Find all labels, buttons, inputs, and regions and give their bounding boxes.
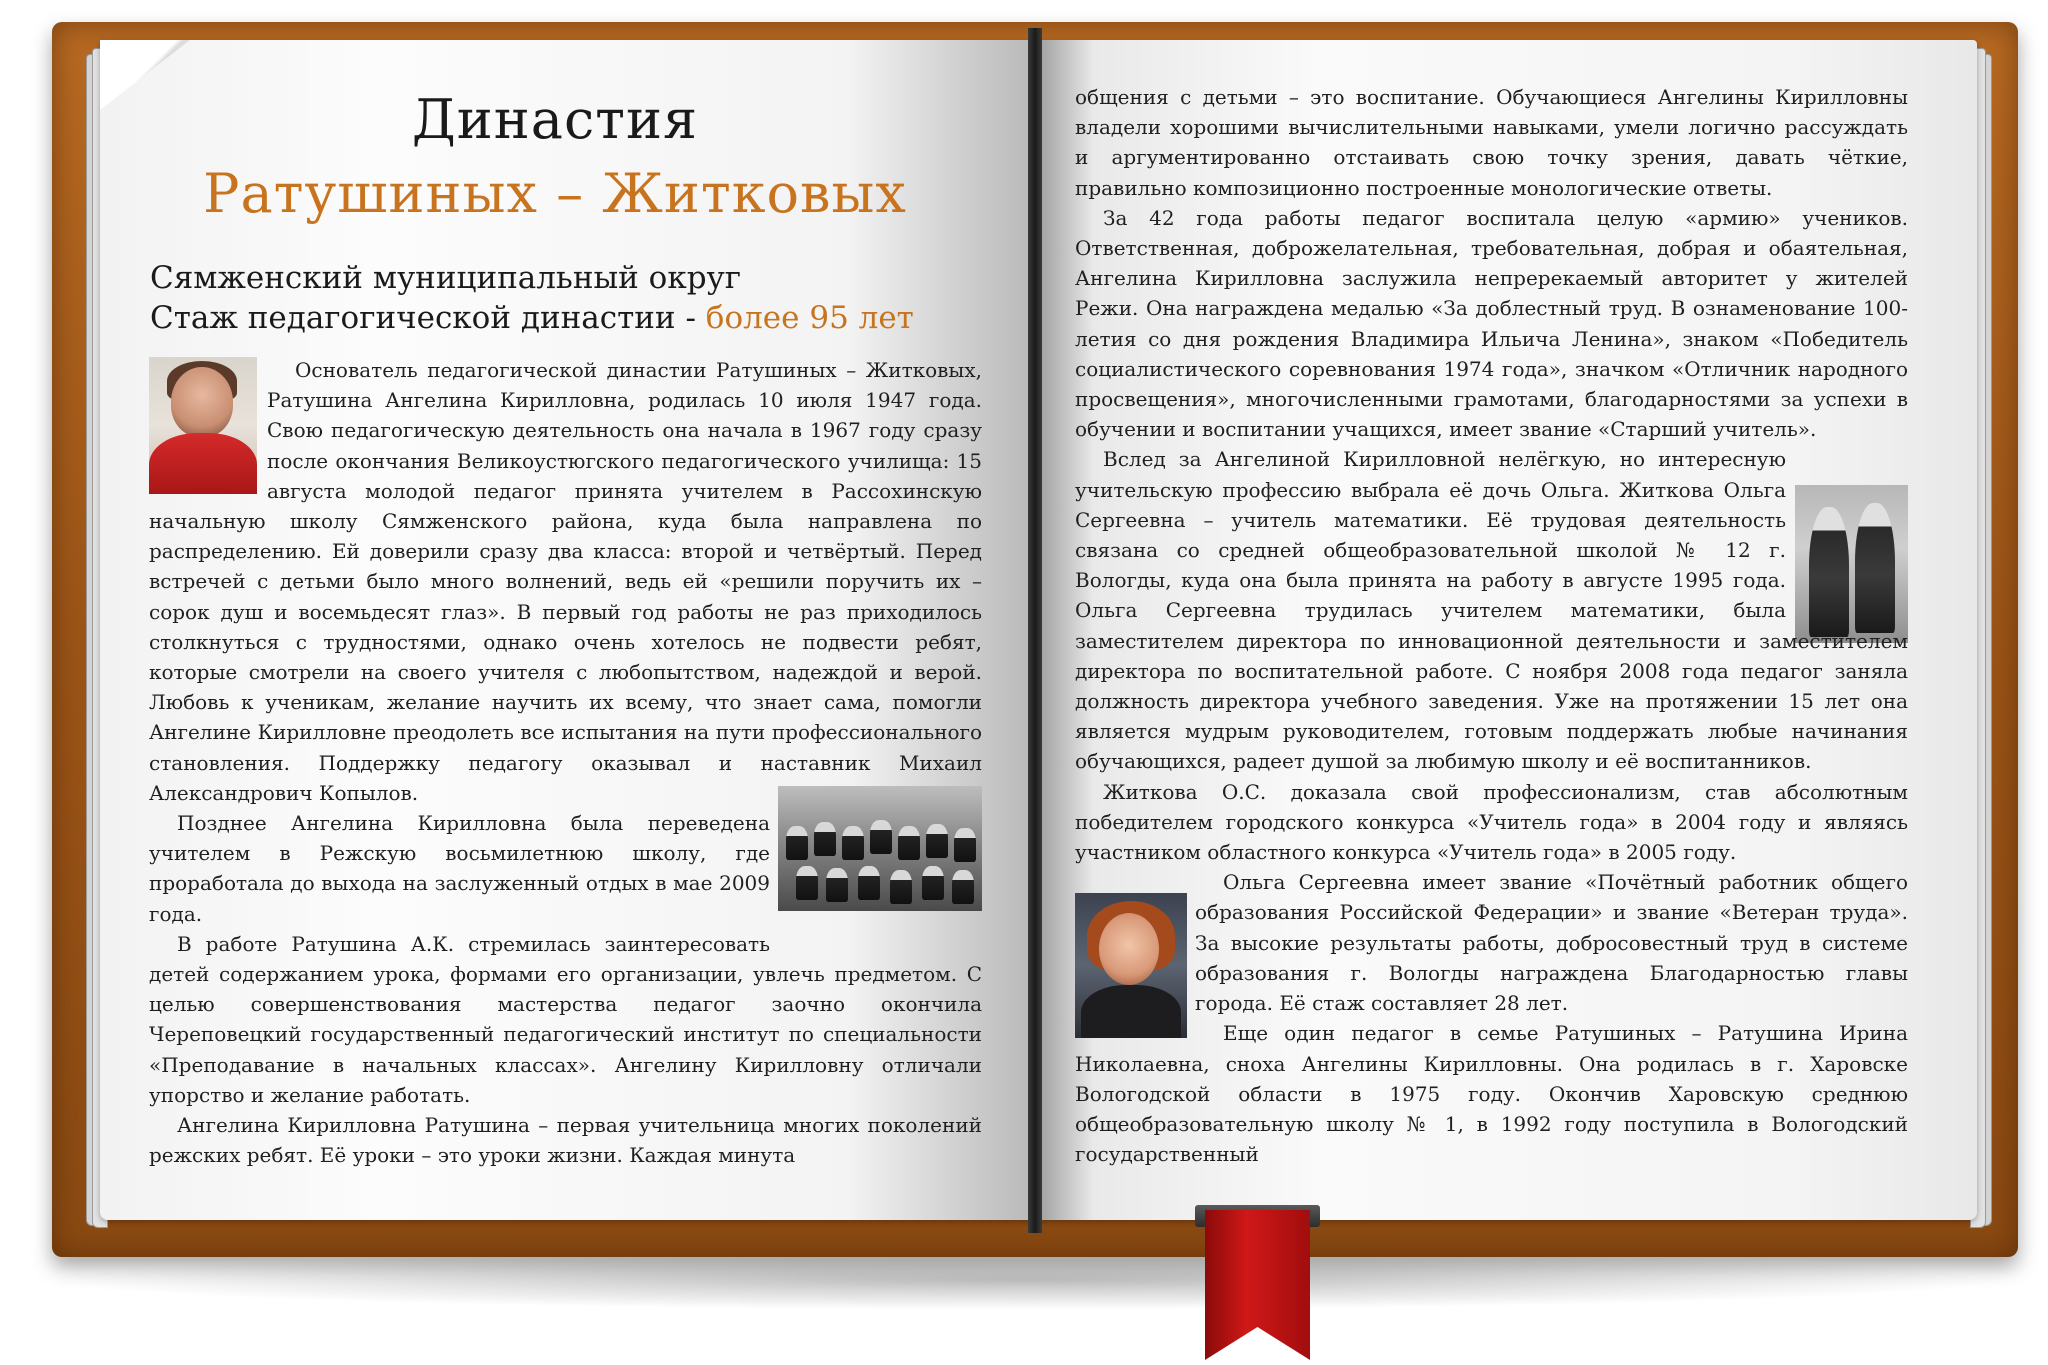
experience-label: Стаж педагогической династии - xyxy=(150,300,696,336)
right-paragraph-3: Вслед за Ангелиной Кирилловной нелёгкую, но интересную учительскую профессию выбрала её дочь Ольга. Житкова Ольга Сергеевна – учитель математики. Её трудовая деятельность связана со средней общеобразовательной школой № 12 г. Вологды, куда она была принята на работу в августе 1995 года. Ольга Сергеевна трудилась учителем математики, была заместителем директора по инновационной деятельности и заместителем директора по воспитательной работе. С ноября 2008 года педагог заняла должность директора учебного заведения. Уже на протяжении 15 лет она является мудрым руководителем, готовым поддержать любые начинания обучающихся, радеет душой за любимую школу и её воспитанников. xyxy=(1075,447,1908,774)
right-paragraph-5: Ольга Сергеевна имеет звание «Почётный работник общего образования Российской Федерации» и звание «Ветеран труда». За высокие результаты работы, добросовестный труд в системе образования г. Вологды награждена Благодарностью главы города. Её стаж составляет 28 лет. xyxy=(1195,870,1908,1016)
district-name: Сямженский муниципальный округ xyxy=(150,260,742,296)
left-paragraph-4: Ангелина Кирилловна Ратушина – первая учительница многих поколений режских ребят. Её уроки – это уроки жизни. Каждая минута xyxy=(149,1113,982,1168)
left-paragraph-1-flow: Основатель педагогической династии Ратушиных – Житковых, Ратушина Ангелина Кирилловна, родилась 10 июля 1947 года. Свою педагогическую деятельность она начала в 1967 году сразу после окончания Великоустюгского педагогического училища: 15 августа молодой педагог принята учителем в Рассохинскую начальную школу Сямженского района, куда была направлена по распределению. Ей доверили сразу два класса: второй и четвёртый. Перед встречей с детьми было много волнений, ведь ей «решили поручить их – сорок душ и восемьдесят глаз». В первый год работы не раз приходилось столкнуться с трудностями, однако очень хотелось не подвести ребят, которые смотрели на своего учителя с любопытством, надеждой и верой. Любовь к ученикам, желание научить их всему, что знает сама, помогли Ангелине Кирилловне преодолеть все испытания на пути профессионального становления. Поддержку педагогу оказывал и наставник Михаил Александрович Копылов. xyxy=(149,358,982,805)
left-paragraph-3: В работе Ратушина А.К. стремилась заинтересовать детей содержанием урока, формами его организации, увлечь предметом. С целью совершенствования мастерства педагог заочно окончила Череповецкий государственный педагогический институт по специальности «Преподавание в начальных классах». Ангелину Кирилловну отличали упорство и желание работать. xyxy=(149,931,982,1107)
right-paragraph-2: За 42 года работы педагог воспитала целую «армию» учеников. Ответственная, доброжелательная, требовательная, добрая и обаятельная, Ангелина Кирилловна заслужила непререкаемый авторитет у жителей Режи. Она награждена медалью «За доблестный труд. В ознаменование 100-летия со дня рождения Владимира Ильича Ленина», знаком «Победитель социалистического соревнования 1974 года», значком «Отличник народного просвещения», многочисленными грамотами, благодарностями за успехи в обучении и воспитании учащихся, имеет звание «Старший учитель». xyxy=(1075,205,1908,442)
experience-line xyxy=(150,298,1010,338)
bookmark-ribbon[interactable] xyxy=(1205,1210,1310,1360)
right-paragraph-6: Еще один педагог в семье Ратушиных – Ратушина Ирина Николаевна, сноха Ангелины Кирилловны. Она родилась в г. Харовске Вологодской области в 1975 году. Окончив Харовскую среднюю общеобразовательную школу № 1, в 1992 году поступила в Вологодский государственный xyxy=(1075,1021,1908,1167)
book-spine xyxy=(1028,28,1042,1233)
left-page-text xyxy=(149,355,982,1191)
subtitle-block xyxy=(150,258,1010,338)
page-title: Династия xyxy=(411,88,699,151)
experience-value: более 95 лет xyxy=(705,300,914,336)
right-paragraph-1: общения с детьми – это воспитание. Обучающиеся Ангелины Кирилловны владели хорошими вычислительными навыками, умели логично рассуждать и аргументированно отстаивать свою точку зрения, давать чёткие, правильно композиционно построенные монологические ответы. xyxy=(1075,85,1908,200)
left-paragraph-2: Позднее Ангелина Кирилловна была переведена учителем в Режскую восьмилетнюю школу, где проработала до выхода на заслуженный отдых в мае 2009 года. xyxy=(149,811,770,926)
right-paragraph-4: Житкова О.С. доказала свой профессионализм, став абсолютным победителем городского конкурса «Учитель года» в 2004 году и являясь участником областного конкурса «Учитель года» в 2005 году. xyxy=(1075,779,1908,865)
right-page-text xyxy=(1075,82,1908,1168)
dynasty-name: Ратушиных – Житковых xyxy=(203,162,907,225)
book-shadow xyxy=(40,1250,2008,1310)
